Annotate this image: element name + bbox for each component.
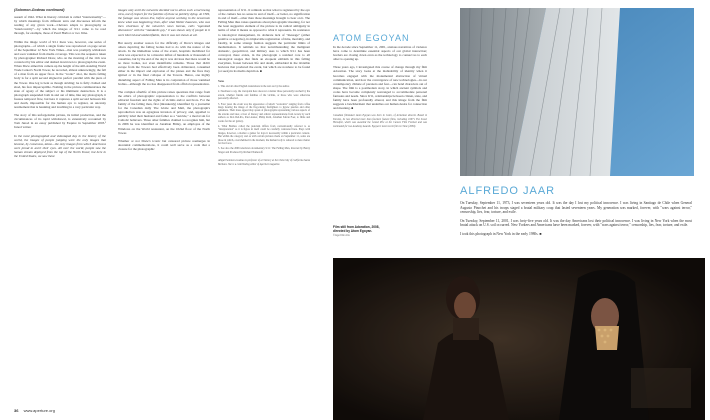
website-url: www.aperture.org — [23, 408, 55, 413]
paragraph: The story of this unforgettable picture, its initial production, and the circumstances of its rapid withdrawal, is extensively recounted by Tom Junod in an essay published by Esquire in September 2003.¹ Junod writes: — [14, 113, 106, 130]
adoration-film-still — [333, 258, 705, 420]
paragraph: On Tuesday, September 11, 2001, I was forty-five years old. It was the day Americans lost their political innocence. I was living in New York when the most brutal attack on U.S. soil occurred. New Yorkers and Americans have been marked, forever, with "wars against terror," censorship, lies, fear, torture, and exile. — [460, 218, 692, 228]
paragraph: Three years ago, I investigated this course of change through my film Adoration. The story looks at the malleability of identity when it becomes engaged with the monumental abstraction of virtual communication, and how the convergence of new technologies—in our contemporary climate of paranoia and fear—can bend characters out of shape. The film is a postmodern story, in which ancient symbols and codes have become completely rearranged to accommodate personal fantasies and needs. Since 9/11, relationships between citizen, state, and family have been profoundly altered, and this image from the film suggests a bewilderment that underlies our human desire for connection and meaning. ■ — [333, 65, 427, 111]
paragraph: assault of 1942. What in literary criticism is called "intertextuality"—by which meanings from different texts and discourses inform the reading of any given work—Chéroux adapts to photography as "intericonicity"—by which the images of 9/11 come to be read through, for example, those of Pearl Harbor or two Jima. — [14, 15, 106, 36]
block-quote: images only until the networks decided not to allow such a harrowing view, out of respect for the families of those so publicly dying. At CNN, the footage was shown live, before anyone working in the newsroom knew what was happening; then, after what Walter Isaacson, who was then chairman of the network's news bureau, calls "agonized discussion" with the "standards guy," it was shown only if people in it were blurred and unidentifiable, then it was not shown at all. — [118, 8, 211, 37]
page-number: 36 — [14, 408, 19, 413]
egoyan-name: ATOM EGOYAN — [333, 33, 410, 43]
note-item: 5. See also the 2006 television documentary 9/11: The Falling Man, directed by Henry Singer and Produced by Richard Numeroff. — [218, 147, 310, 154]
block-quote: In the most photographed and videotaped day in the history of the world, the images of people jumping were the only images that became, by consensus, taboo—the only images from which Americans were proud to avert their eyes. All over the world, people saw the human stream deployed from the top of the North Tower, but here in the United States, we saw these — [14, 133, 106, 158]
article-column-2 — [118, 8, 210, 155]
paragraph: But surely another reason for the difficulty of Drew's images and others depicting the falling bodies had to do with the nature of the attack. In the immediate wake of the event, hospitals mobilized for what was expected to be a massive influx of hundreds or thousands of casualties, but by the end of the day it was obvious that there would be no more bodies, nor even identifiable remains. Those that didn't escape from the Towers had effectively been obliterated, consumed either in the impact and explosion of the planes and the fires they ignited or in the final collapse of the Towers. Hence, one highly disturbing aspect of Falling Man is its conjuration of those vanished bodies—although the too has disappeared from official representation. — [118, 40, 210, 86]
egoyan-bio: Canadian filmmaker Atom Egoyan was born in Cairo, of Armenian descent. Based in Toronto, he has directed more than fourteen feature films, including 1997's The Sweet Hereafter, which was awarded the Grand Prix at the Cannes Film Festival and was nominated for two Academy Awards. Egoyan's most recent film is Chloe (2009). — [333, 114, 427, 128]
page-footer — [14, 408, 55, 413]
article-column-1 — [14, 8, 106, 162]
paragraph: In the decade since September 11, 2001, anxious narratives of violence have come to determine essential aspects of our global interaction; borders are closing down even as the technology to connect us to each other is opening up. — [333, 45, 427, 62]
note-item: 4. What Barthes called the punctum differs from conventionally referred to as "interpretation" as it is figure in itself could be carefully contrasted here. Plays with images, however, a mother a gamer for days it necessarily within a particular context. But within the category and as with certain pictures made on September 11, some are those in which, overwhelmed in the moment, the human body is reduced to mere matter for that force. — [218, 124, 310, 145]
notes-title: Notes — [218, 79, 225, 83]
building-photo-image — [460, 8, 694, 176]
jaar-photograph — [460, 8, 694, 176]
paragraph: Within the image world of 9/11 there was, however, one series of photographs—of which a single frame was reproduced on page seven of the September 12 New York Times—that was promptly withdrawn and soon vanished from media coverage. This was the sequence taken by photographer Richard Drew, who on the morning of the 11th was contacted by his editor and dashed downtown to photograph the event. When Drew aimed his camera up the height of the still-standing World Trade Center's North Tower, he recorded, almost unknowingly, the fall of a man from an upper floor. In the "iconic" shot, the man's falling body is for a split second aligned in perfect parallel with the piers of the Tower. One leg is bent as though striding; he is fully clothed and shod, his face imperceptible. Nothing in the picture communicates the state of agony of the subject or his imminent destruction. It is a photograph suspended both in and out of time, like any photograph, it freezes temporal flow, but here it captures a split second between life and death, impossible for the human eye to register, an uncanny nonmoment that is haunting and troubling in a very particular way. — [14, 39, 107, 110]
film-still-text: Film still from Adoration, 2008, directed by Atom Egoyan. — [333, 225, 380, 234]
note-item: 2. Needless to say, the viewpoint here does not consider those personally touched by the attack, whether friends and families of the victims, or those who were otherwise personally affected. — [218, 90, 310, 101]
paragraph: Whether or not Drew's iconic but censored picture reemerges in decennial commemorations, it could well serve as a coda that a closure for the photographic — [118, 138, 210, 151]
paragraph: representation of 9/11. It reminds us that what is registered by the eye of the camera has no sense in and of itself—or better, no signification in and of itself—other than those meanings brought to bear on it. The Falling Man thus raises questions about photographic meaning, for not the least suggestive element of the picture is its radical ambiguity in terms of what it means as opposed to what it represents. Its resistance to ideological management, its obdurate lack of "message" (either positive or negative), its implacable registration of time, mortality, and fatality, in some strange fashion suggests the particular limits of mediatization. It reminds us that notwithstanding the malignant domestic, geopolitical, and military uses to which 9/11 has been conveyed, there exists, in the photograph a residual core to all ideological usages that finds an eloquent emblem in this falling everyman, frozen between life and death, embedded in the invisible horizons that produced the event, but which are nowhere to be found (or seen) in its media depiction. ■ — [218, 8, 310, 74]
jaar-column — [460, 201, 692, 241]
note-item: 3. Four years the event was the appearance of kitsch "souvenirs" ranging from coffee mugs bearing the image of the flag-raising firefighters to jigsaw puzzles and other ephemera. Their mass appeal may speak of photographs representing various aspects of the attacks and later, a host of literary and artistic representations from novels by such authors as Don DeLillo, Paul Auster, Philip Roth, Jonathan Safran Foer, to films and works for the art gallery. — [218, 102, 310, 123]
film-still-caption — [333, 225, 391, 239]
continued-heading: (Solomon-Godeau continued) — [14, 8, 65, 12]
paragraph: The complex afterlife of this picture raises questions that range from the ethics of photographic representation to the conflicts between editorial freedom and the rights of victims and/or survivors. For the family of the falling man, first (mistakenly) identified by a journalist for the Canadian daily The Globe and Mail, the photograph's reproduction was an egregious invasion of privacy, and, appalled to publicly label their husband and father as a "suicide," a mortal sin for Catholic believers. Three other families claimed to recognize him, but in 2006 he was identified as Jonathan Briley, an employee of the Windows on the World restaurant, on the 102nd floor of the North Tower. — [118, 89, 210, 135]
author-bio: Abigail Solomon-Godeau is professor of art history at the University of California Santa Barbara. She is a contributing editor of Aperture magazine. — [218, 159, 310, 166]
paragraph: I took this photograph in New York in the early 1980s. ■ — [460, 231, 542, 236]
jaar-name: ALFREDO JAAR — [460, 185, 556, 197]
note-item: 1. This and all other English translations in the text are by the author. — [218, 84, 290, 88]
film-still-image — [333, 258, 705, 420]
film-credit: © Ego Film Arts — [333, 234, 350, 238]
paragraph: On Tuesday, September 11, 1973, I was seventeen years old. It was the day I lost my political innocence. I was living in Santiago de Chile when General Augusto Pinochet and his troops staged a brutal military coup that lasted seventeen years. My generation was marked, forever, with "wars against terror," censorship, lies, fear, torture, and exile. — [460, 201, 692, 215]
article-column-3 — [218, 8, 310, 166]
egoyan-column — [333, 45, 427, 132]
